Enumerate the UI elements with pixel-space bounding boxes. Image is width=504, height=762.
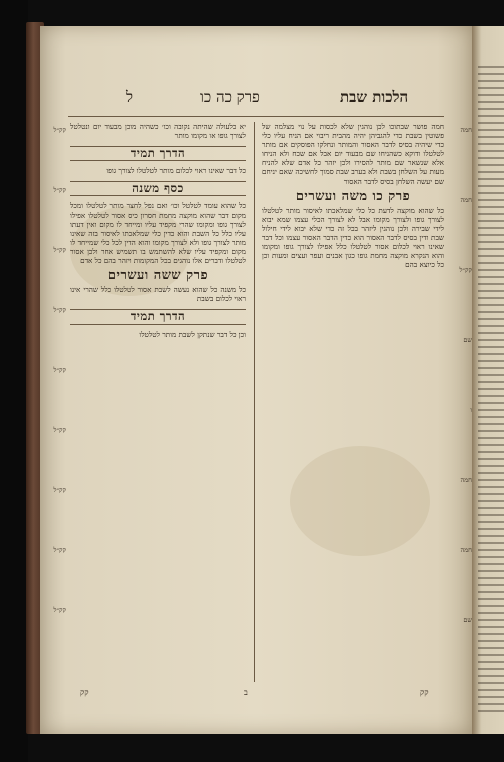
facing-page-edge [472,26,504,734]
right-catchword: קק [420,688,429,697]
section-title: פרק ששה ועשרים [107,268,209,284]
right-column [262,122,444,682]
gutter-mark: קק״ל [53,126,66,134]
page-header [40,88,472,114]
book-page [40,26,472,734]
chapter-label: פרק כה כו [200,88,260,106]
running-title: הלכות שבת [340,88,409,106]
section-text: כל משנה כל שהוא נעשה לשבת אסור לטלטלו כלל שהרי אינו ראוי לכלום בשבת [70,285,246,304]
gutter-mark: חמה [460,476,472,484]
gutter-mark: קק״ל [53,486,66,494]
section-title: פרק כו משה ועשרים [295,188,411,204]
gutter-mark: קק״ל [53,246,66,254]
section-text: כל שהוא מוקצה לדעת כל כלי שמלאכתו לאיסור מותר לטלטלו לצורך גופו ולצורך מקומו אבל לא לצורך הכלי עצמו שמא יבוא לידי שבירה ולכן נוהגין ליזהר בכל זה כדי שלא יבוא לידי חילול שבת ודין בסיס לדבר האסור הוא כדין הדבר האסור עצמו וכל דבר שאינו ראוי לכלום אסור לטלטלו כלל אפילו לצורך גופו ומקומו והוא הנקרא מוקצה מחמת גופו כגון אבנים ועפר ועצים ומעות וכן כל כיוצא בהם [262,205,444,270]
section-text: כל דבר שאינו ראוי לכלום מותר לטלטלו לצורך גופו [106,166,246,176]
signature-mark: ב [244,688,248,697]
section-title: הדרך תמיד [70,309,246,324]
section-title: כסף משנה [70,181,246,196]
gutter-mark: שם [463,336,472,344]
right-opening-text: חמה פושר שבתוכו לכן נוהגין שלא לכסות על נוי מצלמה של פשוטין בשבת כדי להגביהן יהיה מהבית ריבוי אם הניח עליו כלי כדי שיהיה בסיס לדבר האסור והמותר ונחלקו הפוסקים אם מותר לטלטלו ודוקא כשהניחו שם מבעוד יום אבל אם שכח ולא הניחו אלא שנשאר שם מותר להסירו ולכן יזהר כל אדם שלא להניח מעות על השלחן בשבת ולא בערב שבת סמוך לחשיכה שאם יניחם שם יעשה השלחן בסיס לדבר האסור [262,122,444,186]
left-opening-text: יא כלעולה שהיתה נקובה וכו׳ כשהיה מוכן מבעוד יום ונטלטל לצורך גופו או מקומו מותר [70,122,246,141]
gutter-mark: קק״ל [53,546,66,554]
gutter-mark: שם [463,616,472,624]
left-gutter [42,126,66,686]
gutter-mark: קק״ל [53,306,66,314]
binding [0,0,28,762]
facing-page-text-lines [478,66,504,714]
gutter-mark: קק״ל [459,266,472,274]
section-text: כל שהוא עומד לטלטל וכו׳ ואם נפל לחצר מותר לטלטלו ומכל מקום דבר שהוא מוקצה מחמת חסרון כיס אסור לטלטלו אפילו לצורך גופו ומקומו שהרי מקפיד עליו ומייחד לו מקום ואין דעתו עליו כלל כל השבת והוא כדין כלי שמלאכתו לאיסור בזה שאינו מותר לצורך גופו ולא לצורך מקומו והוא הדין לכל כלי שמייחד לו מקום ומקפיד עליו שלא להשתמש בו תשמיש אחר ולכן אסור לטלטלו ודברים אלו נוהגים בכל המקומות ויזהר בהם כל אדם [70,201,246,266]
left-catchword: קק [80,688,89,697]
page-mark: ל [126,88,134,106]
header-rule [68,116,444,117]
column-divider [254,122,255,682]
right-gutter [448,126,472,686]
gutter-mark: קק״ל [53,426,66,434]
gutter-mark: קק״ל [53,606,66,614]
gutter-mark: חמה [460,546,472,554]
section-title: הדרך תמיד [70,146,246,161]
section-text: וכן כל דבר שנתקן לשבת מותר לטלטלו [139,329,246,339]
gutter-mark [448,406,472,476]
left-column [70,122,246,682]
gutter-mark: קק״ל [53,186,66,194]
gutter-mark: חמה [460,196,472,204]
gutter-mark: קק״ל [53,366,66,374]
gutter-mark: חמה [460,126,472,134]
